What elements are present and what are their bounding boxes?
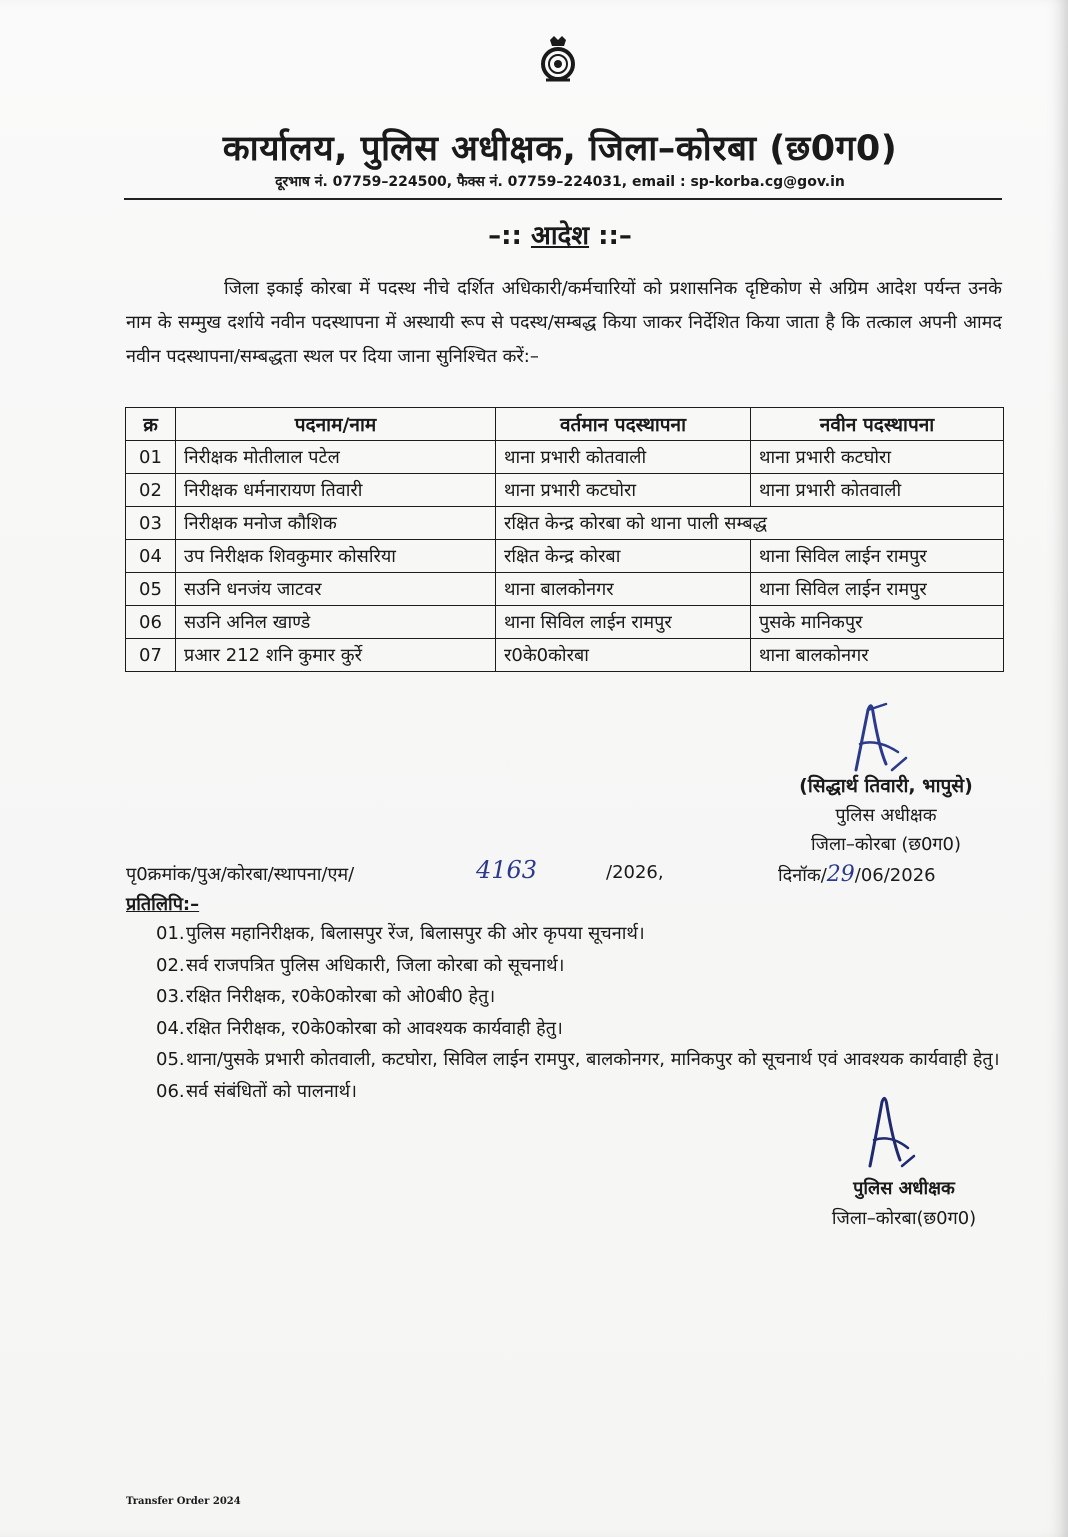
reference-prefix: पृ0क्रमांक/पुअ/कोरबा/स्थापना/एम/ [126, 864, 355, 885]
table-row [126, 474, 1004, 507]
transfer-table [125, 407, 1004, 672]
row-serial: 04 [126, 540, 176, 573]
row-serial: 02 [126, 474, 176, 507]
order-heading-word: आदेश [530, 221, 590, 251]
row-current-posting: रक्षित केन्द्र कोरबा [496, 540, 751, 573]
row-name: उप निरीक्षक शिवकुमार कोसरिया [176, 540, 496, 573]
list-item [156, 1044, 1002, 1076]
row-current-posting: थाना सिविल लाईन रामपुर [496, 606, 751, 639]
footer-note: Transfer Order 2024 [126, 1496, 241, 1507]
table-row [126, 606, 1004, 639]
row-serial: 05 [126, 573, 176, 606]
row-name: सउनि अनिल खाण्डे [176, 606, 496, 639]
header-new-posting: नवीन पदस्थापना [751, 408, 1004, 441]
list-item [156, 981, 1002, 1013]
office-title: कार्यालय, पुलिस अधीक्षक, जिला–कोरबा (छ0ग0) [222, 129, 898, 169]
list-item-number: 06. [156, 1080, 185, 1102]
table-header-row [126, 408, 1004, 441]
order-heading-right: ::– [589, 221, 632, 251]
signatory-designation: पुलिस अधीक्षक [853, 1178, 955, 1199]
row-serial: 03 [126, 507, 176, 540]
header-name: पदनाम/नाम [176, 408, 496, 441]
row-current-posting: थाना प्रभारी कोतवाली [496, 441, 751, 474]
order-date [778, 862, 936, 887]
row-current-posting: थाना बालकोनगर [496, 573, 751, 606]
copy-list [156, 918, 1002, 1107]
list-item [156, 950, 1002, 982]
list-item-number: 04. [156, 1017, 185, 1039]
table-row [126, 639, 1004, 672]
row-serial: 01 [126, 441, 176, 474]
reference-year: /2026, [606, 862, 664, 883]
signatory-district: जिला–कोरबा(छ0ग0) [831, 1208, 977, 1229]
header-serial: क्र [126, 408, 176, 441]
row-serial: 06 [126, 606, 176, 639]
list-item-number: 03. [156, 986, 185, 1007]
list-item-number: 02. [156, 954, 185, 976]
row-name: प्रआर 212 शनि कुमार कुर्रे [176, 639, 496, 672]
row-current-posting: र0के0कोरबा [496, 639, 751, 672]
row-serial: 07 [126, 639, 176, 672]
list-item-text: सर्व संबंधितों को पालनार्थ। [186, 1080, 357, 1102]
order-heading-left: –:: [488, 221, 531, 251]
table-row [126, 507, 1004, 540]
signatory-district: जिला–कोरबा (छ0ग0) [810, 834, 962, 855]
order-body: जिला इकाई कोरबा में पदस्थ नीचे दर्शित अधिकारी/कर्मचारियों को प्रशासनिक दृष्टिकोण से अग्रिम आदेश पर्यन्त उनके नाम के सम्मुख दर्शाये नवीन पदस्थापना में अस्थायी रूप से पदस्थ/सम्बद्ध किया जाकर निर्देशित किया जाता है कि तत्काल अपनी आमद नवीन पदस्थापना/सम्बद्धता स्थल पर दिया जाना सुनिश्चित करें:– [126, 278, 1002, 367]
row-name: निरीक्षक मोतीलाल पटेल [176, 441, 496, 474]
list-item-text: थाना/पुसके प्रभारी कोतवाली, कटघोरा, सिविल लाईन रामपुर, बालकोनगर, मानिकपुर को सूचनार्थ एवं आवश्यक कार्यवाही हेतु। [186, 1049, 1000, 1070]
list-item [156, 918, 1002, 950]
list-item-number: 05. [156, 1049, 185, 1070]
signature-mark [858, 1094, 918, 1172]
row-new-posting: थाना बालकोनगर [751, 639, 1004, 672]
police-emblem-icon [536, 34, 580, 84]
date-prefix: दिनॉक/ [778, 865, 827, 886]
contact-line: दूरभाष नं. 07759–224500, फैक्स नं. 07759–224031, email : sp-korba.cg@gov.in [275, 174, 845, 190]
list-item-number: 01. [156, 923, 185, 944]
row-new-posting: थाना सिविल लाईन रामपुर [751, 540, 1004, 573]
signatory-designation: पुलिस अधीक्षक [835, 805, 937, 826]
row-attachment: रक्षित केन्द्र कोरबा को थाना पाली सम्बद्ध [496, 507, 1004, 540]
list-item [156, 1013, 1002, 1045]
reference-number: 4163 [476, 856, 538, 884]
header-current-posting: वर्तमान पदस्थापना [496, 408, 751, 441]
copy-heading: प्रतिलिपि:– [126, 894, 200, 915]
row-current-posting: थाना प्रभारी कटघोरा [496, 474, 751, 507]
signature-mark [842, 700, 912, 778]
list-item-text: रक्षित निरीक्षक, र0के0कोरबा को आवश्यक कार्यवाही हेतु। [186, 1017, 563, 1039]
order-heading [120, 216, 1000, 252]
list-item-text: रक्षित निरीक्षक, र0के0कोरबा को ओ0बी0 हेतु। [186, 986, 496, 1007]
row-new-posting: थाना प्रभारी कटघोरा [751, 441, 1004, 474]
table-row [126, 540, 1004, 573]
signatory-name: (सिद्धार्थ तिवारी, भापुसे) [799, 775, 973, 797]
row-new-posting: थाना प्रभारी कोतवाली [751, 474, 1004, 507]
table-row [126, 441, 1004, 474]
list-item-text: सर्व राजपत्रित पुलिस अधिकारी, जिला कोरबा को सूचनार्थ। [186, 954, 565, 976]
row-name: सउनि धनजंय जाटवर [176, 573, 496, 606]
header-divider [124, 198, 1002, 200]
row-name: निरीक्षक मनोज कौशिक [176, 507, 496, 540]
row-new-posting: थाना सिविल लाईन रामपुर [751, 573, 1004, 606]
row-name: निरीक्षक धर्मनारायण तिवारी [176, 474, 496, 507]
row-new-posting: पुसके मानिकपुर [751, 606, 1004, 639]
table-row [126, 573, 1004, 606]
list-item-text: पुलिस महानिरीक्षक, बिलासपुर रेंज, बिलासपुर की ओर कृपया सूचनार्थ। [186, 923, 645, 944]
date-rest: /06/2026 [854, 865, 936, 886]
date-day: 29 [826, 862, 855, 887]
